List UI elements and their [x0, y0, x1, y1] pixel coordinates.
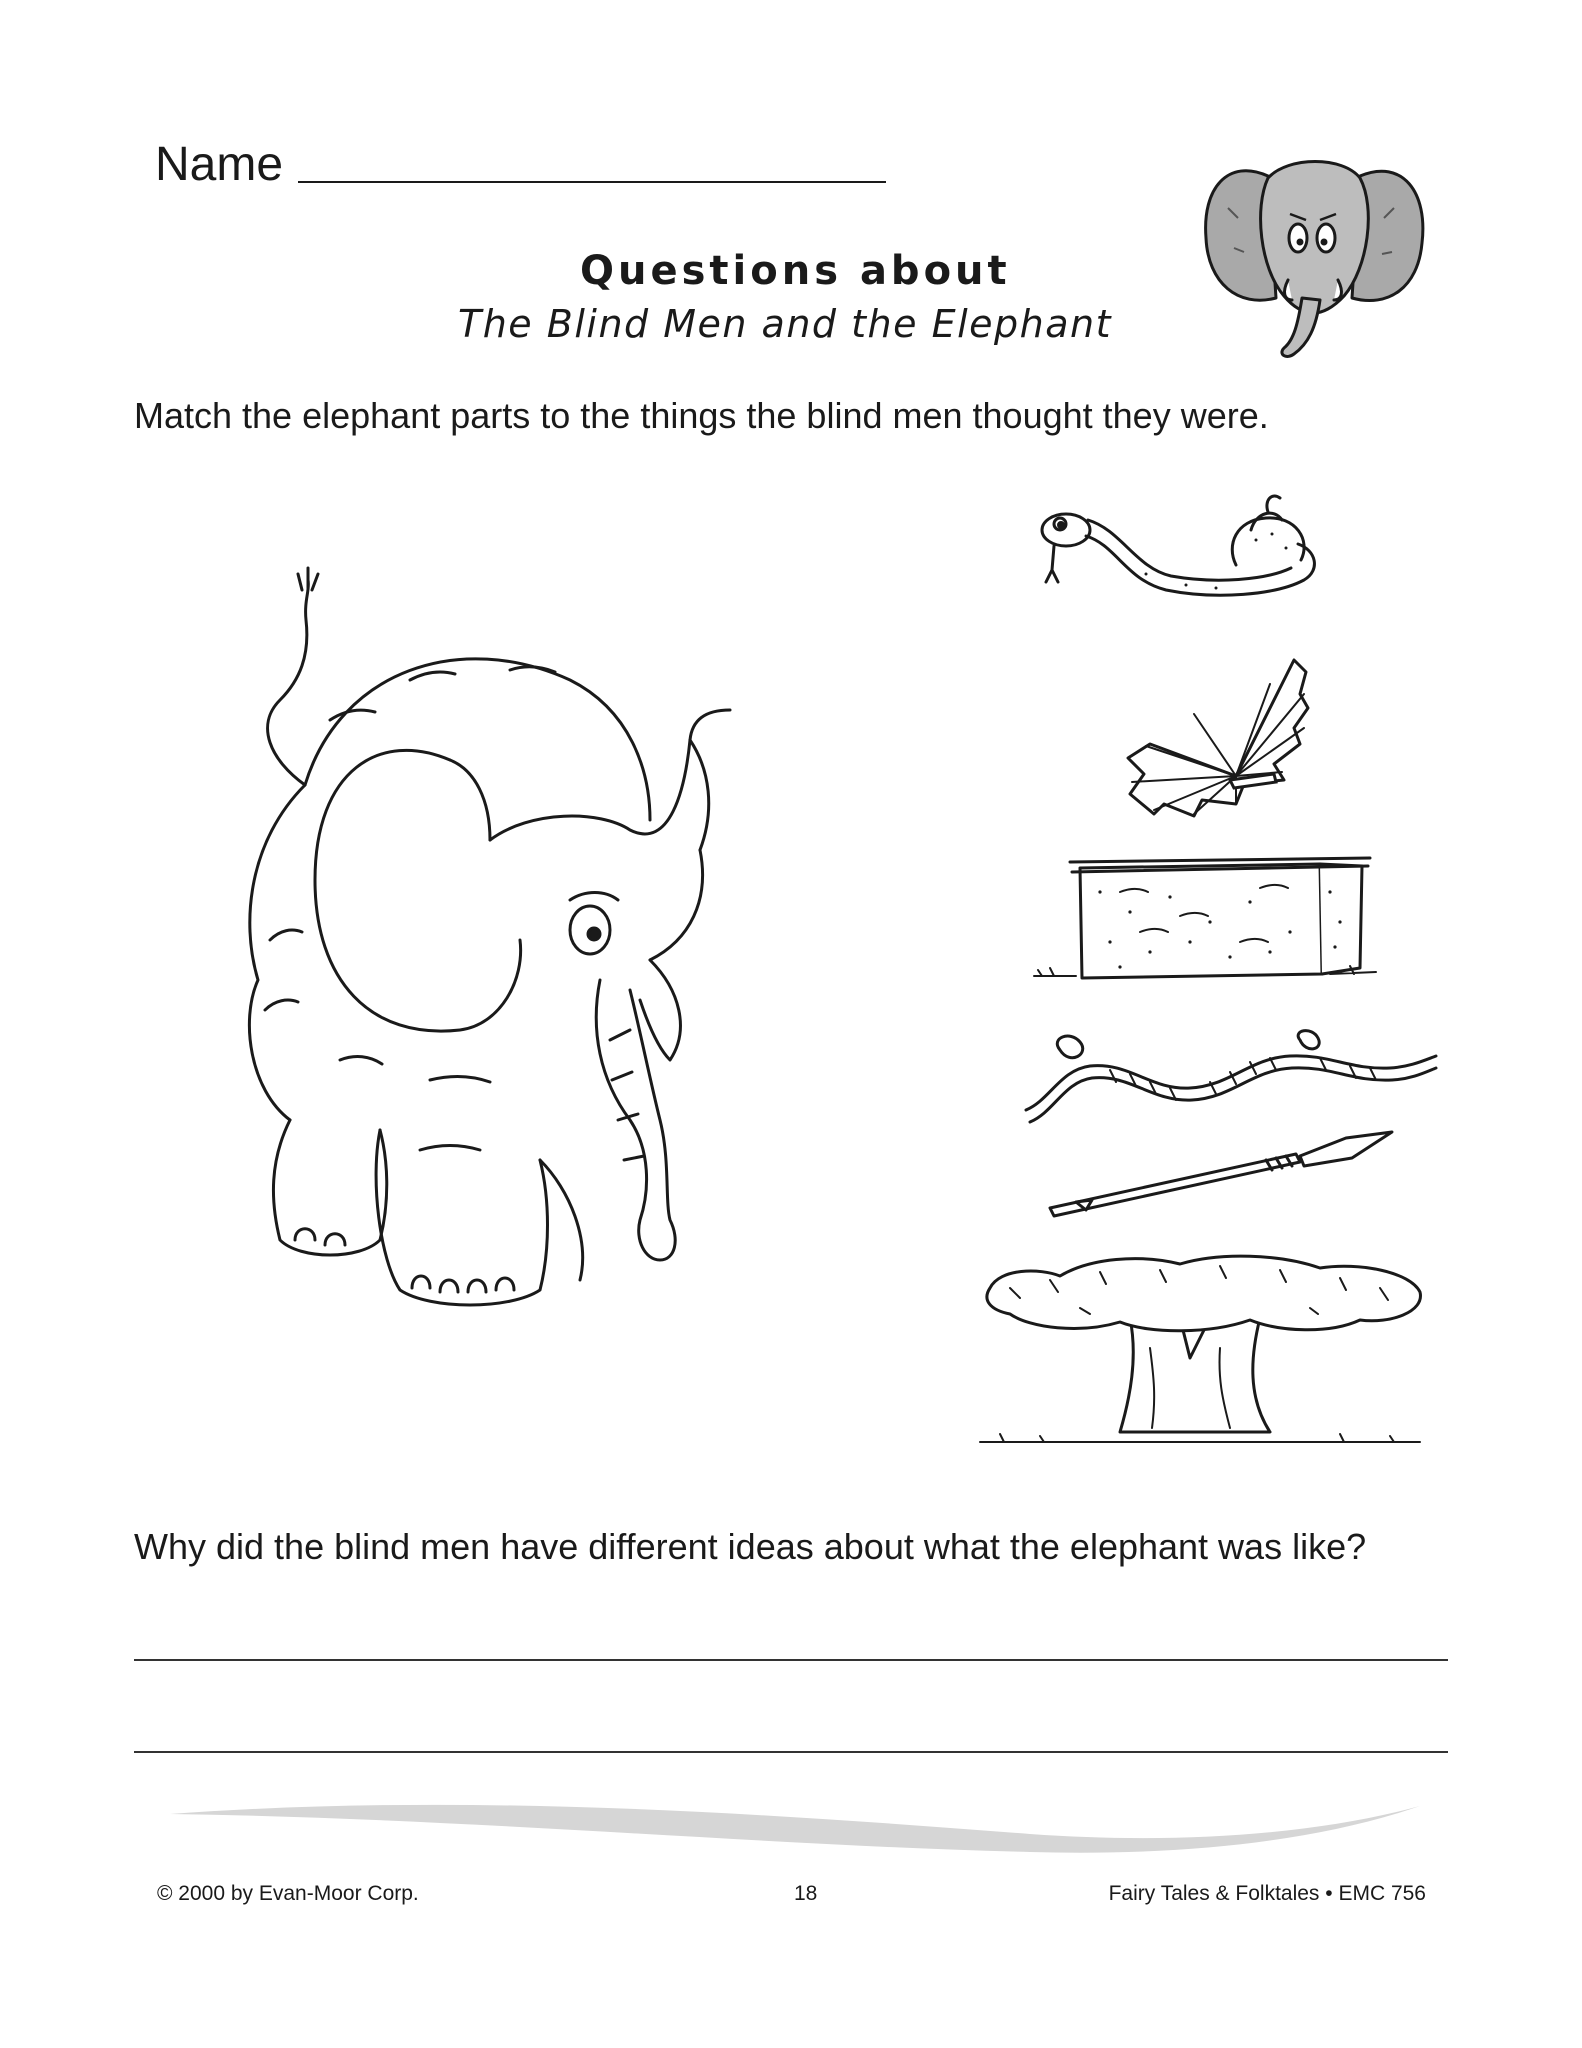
question-text: Why did the blind men have different ideas about what the elephant was like? [134, 1526, 1367, 1567]
instruction-text: Match the elephant parts to the things the blind men thought they were. [134, 395, 1269, 436]
spear-icon [1046, 1130, 1396, 1222]
rope-icon [1020, 1030, 1440, 1126]
answer-line[interactable] [134, 1751, 1448, 1753]
title-line-2: The Blind Men and the Elephant [458, 302, 1112, 346]
snake-icon [1036, 490, 1326, 610]
elephant-icon [130, 560, 770, 1360]
elephant-head-icon [1198, 148, 1430, 368]
name-write-line[interactable] [298, 181, 886, 183]
fan-icon [1124, 654, 1314, 824]
title-line-1: Questions about [580, 248, 1011, 294]
page-number: 18 [794, 1882, 818, 1905]
name-label: Name [155, 138, 284, 191]
copyright-text: © 2000 by Evan-Moor Corp. [157, 1882, 419, 1905]
answer-line[interactable] [134, 1659, 1448, 1661]
book-title: Fairy Tales & Folktales • EMC 756 [1108, 1882, 1426, 1905]
wall-icon [1030, 852, 1380, 984]
tree-icon [980, 1248, 1430, 1448]
decorative-swoosh [170, 1796, 1420, 1856]
